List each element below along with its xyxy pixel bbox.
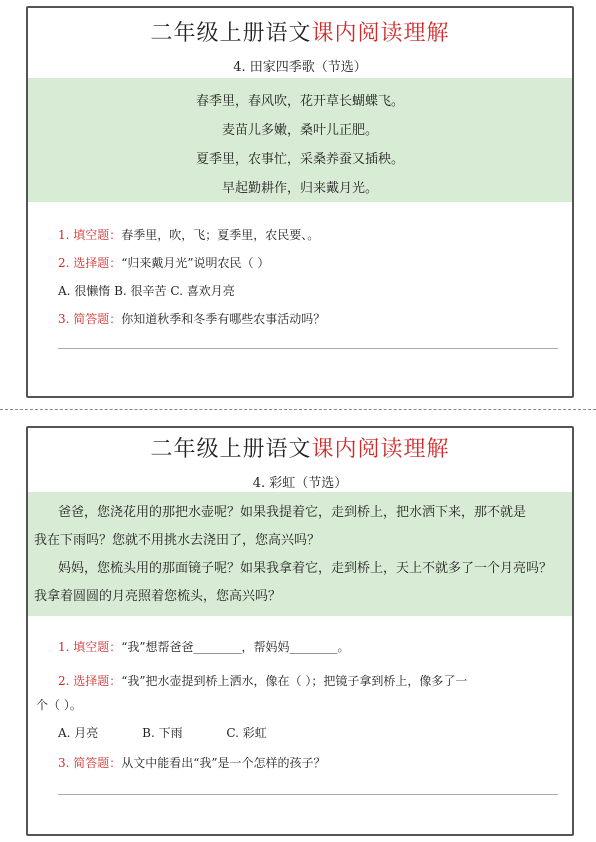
question-1: 1. 填空题：“我”想帮爸爸________，帮妈妈________。 (58, 640, 350, 654)
question-2: 2. 选择题：“我”把水壶提到桥上洒水，像在（ ）；把镜子拿到桥上，像多了一 (58, 674, 468, 688)
prose-block (28, 492, 572, 616)
prose-line: 妈妈，您梳头用的那面镜子呢？如果我拿着它，走到桥上，天上不就多了一个月亮吗？ (58, 561, 553, 576)
question-2-options: A. 很懒惰 B. 很辛苦 C. 喜欢月亮 (58, 284, 235, 298)
prose-line: 我拿着圆圆的月亮照着您梳头，您高兴吗？ (34, 589, 282, 604)
prose-line: 我在下雨吗？您就不用挑水去浇田了，您高兴吗？ (34, 533, 321, 548)
question-2: 2. 选择题：“归来戴月光”说明农民（ ） (58, 256, 270, 270)
card2-title: 二年级上册语文课内阅读理解 (150, 437, 450, 462)
worksheet-card-2 (26, 426, 574, 836)
option-c: C. 彩虹 (226, 726, 267, 740)
card1-title: 二年级上册语文课内阅读理解 (150, 21, 450, 46)
poem-line: 早起勤耕作，归来戴月光。 (221, 181, 378, 196)
question-2-cont: 个（ ）。 (36, 698, 82, 712)
question-3: 3. 简答题：从文中能看出“我”是一个怎样的孩子？ (58, 756, 326, 770)
option-a: A. 月亮 (58, 726, 99, 740)
card1-subtitle: 4. 田家四季歌（节选） (233, 60, 367, 75)
question-2-options (58, 724, 552, 741)
question-3: 3. 简答题：你知道秋季和冬季有哪些农事活动吗？ (58, 312, 326, 326)
worksheet-card-1 (26, 6, 574, 398)
poem-block (28, 78, 572, 202)
question-1: 1. 填空题：春季里，吹，飞；夏季里，农民要、。 (58, 228, 320, 242)
option-b: B. 下雨 (142, 726, 183, 740)
prose-line: 爸爸，您浇花用的那把水壶呢？如果我提着它，走到桥上，把水洒下来，那不就是 (58, 505, 527, 520)
card2-subtitle: 4. 彩虹（节选） (252, 476, 348, 491)
cut-line (0, 409, 596, 410)
answer-line[interactable] (58, 794, 558, 795)
poem-line: 麦苗儿多嫩，桑叶儿正肥。 (221, 123, 378, 138)
poem-line: 春季里，春风吹，花开草长蝴蝶飞。 (195, 94, 404, 109)
poem-line: 夏季里，农事忙，采桑养蚕又插秧。 (195, 152, 404, 167)
answer-line[interactable] (58, 348, 558, 349)
